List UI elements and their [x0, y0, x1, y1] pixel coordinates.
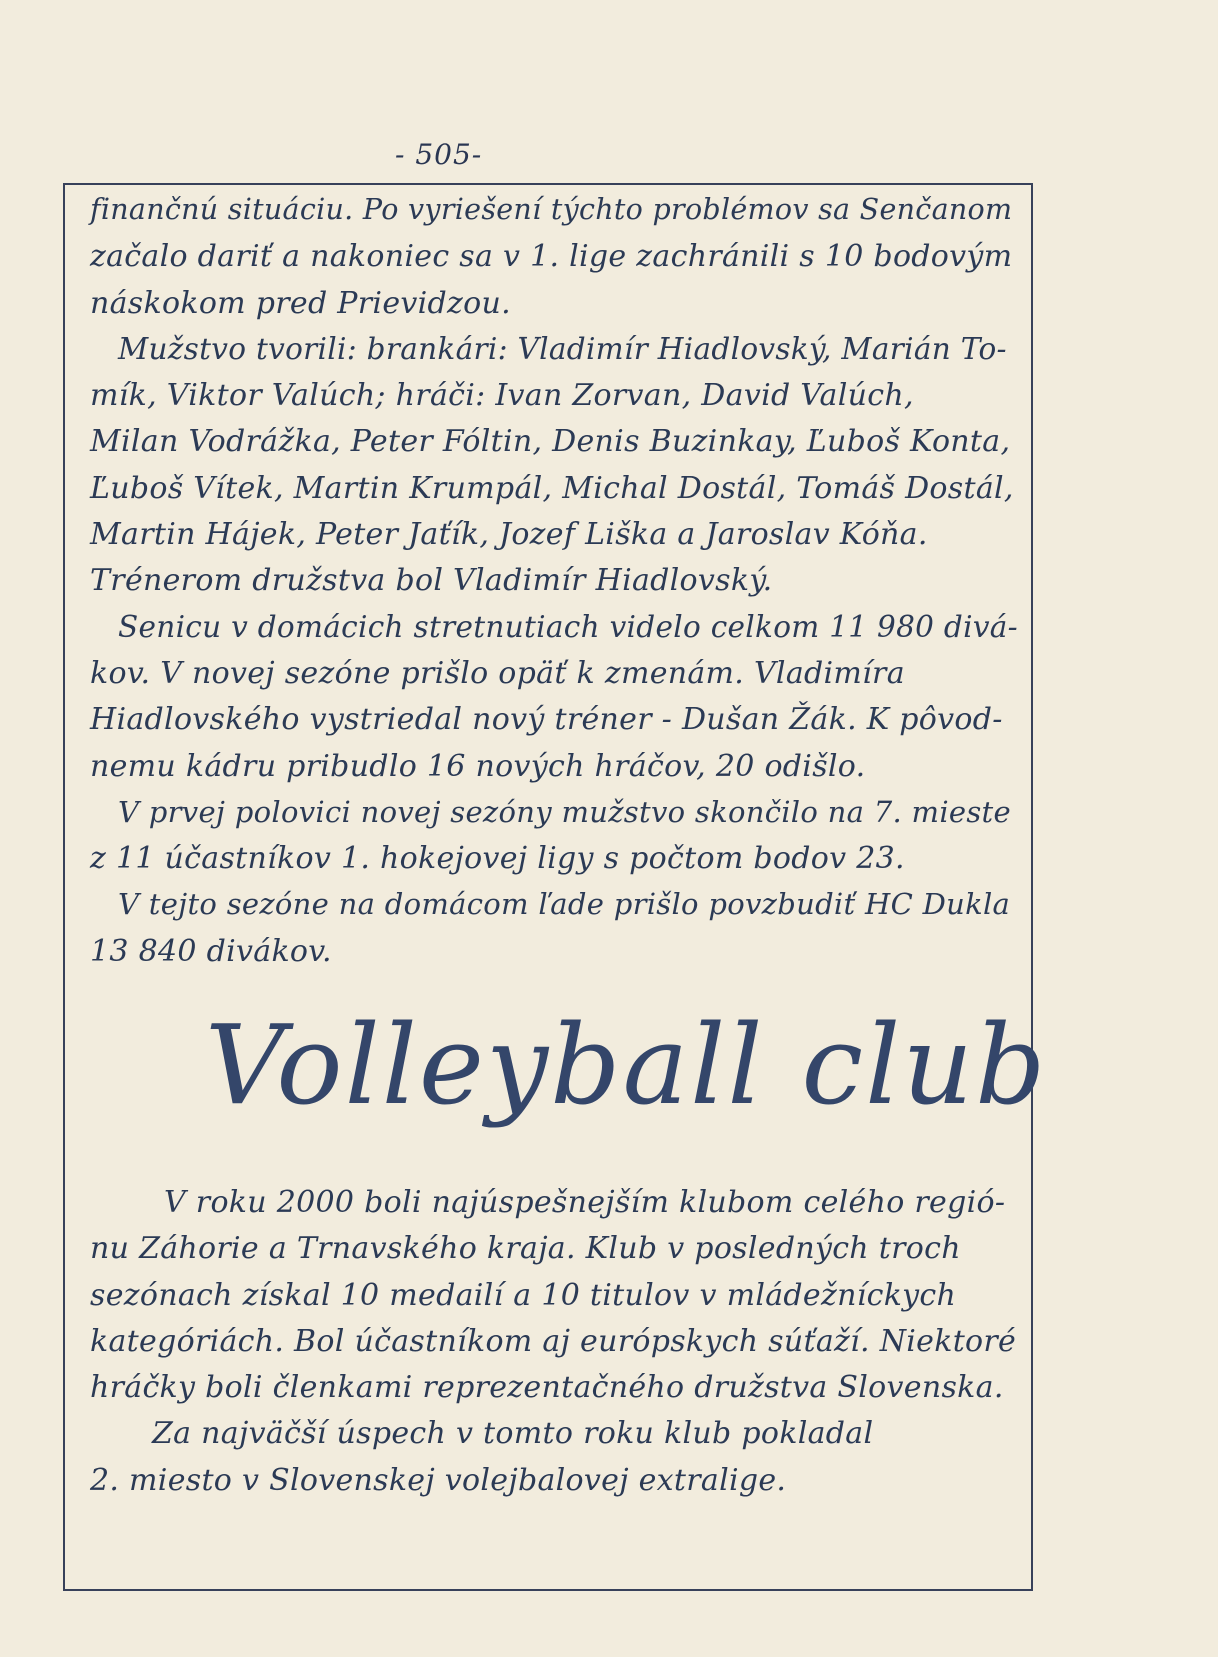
text-line: V prvej polovici novej sezóny mužstvo skončilo na 7. mieste	[118, 794, 1011, 829]
text-line: Milan Vodrážka, Peter Fóltin, Denis Buzinkay, Ľuboš Konta,	[90, 424, 1011, 460]
text-line: 13 840 divákov.	[90, 933, 332, 969]
text-line: 2. miesto v Slovenskej volejbalovej extralige.	[90, 1462, 787, 1498]
page-number: - 505-	[395, 138, 483, 171]
text-line: náskokom pred Prievidzou.	[90, 285, 511, 321]
hockey-text-block	[90, 193, 1020, 983]
text-line: Trénerom družstva bol Vladimír Hiadlovský.	[90, 563, 773, 599]
volleyball-text-block	[90, 1185, 1020, 1512]
text-line: V tejto sezóne na domácom ľade prišlo povzbudiť HC Dukla	[118, 887, 1011, 922]
text-line: Martin Hájek, Peter Jaťík, Jozef Liška a Jaroslav Kóňa.	[90, 517, 928, 553]
text-line: Hiadlovského vystriedal nový tréner - Dušan Žák. K pôvod-	[90, 702, 1003, 738]
text-line: Mužstvo tvorili: brankári: Vladimír Hiadlovský, Marián To-	[118, 331, 1007, 366]
text-line: nu Záhorie a Trnavského kraja. Klub v posledných troch	[90, 1231, 961, 1267]
text-line: kov. V novej sezóne prišlo opäť k zmenám. Vladimíra	[90, 655, 905, 691]
text-line: mík, Viktor Valúch; hráči: Ivan Zorvan, David Valúch,	[90, 378, 914, 414]
text-line: Ľuboš Vítek, Martin Krumpál, Michal Dostál, Tomáš Dostál,	[90, 470, 1014, 506]
text-line: nemu kádru pribudlo 16 nových hráčov, 20 odišlo.	[90, 748, 866, 784]
text-line: začalo dariť a nakoniec sa v 1. lige zachránili s 10 bodovým	[90, 239, 1013, 275]
text-line: finančnú situáciu. Po vyriešení týchto problémov sa Senčanom	[90, 193, 1013, 226]
section-title: Volleyball club	[205, 1001, 1048, 1129]
text-line: V roku 2000 boli najúspešnejším klubom celého regió-	[164, 1185, 1006, 1220]
text-line: z 11 účastníkov 1. hokejovej ligy s počtom bodov 23.	[90, 841, 905, 877]
text-line: hráčky boli členkami reprezentačného družstva Slovenska.	[90, 1370, 1004, 1406]
text-line: Senicu v domácich stretnutiach videlo celkom 11 980 divá-	[118, 609, 1018, 644]
text-line: Za najväčší úspech v tomto roku klub pokladal	[152, 1416, 874, 1452]
text-line: kategóriách. Bol účastníkom aj európskych súťaží. Niektoré	[90, 1323, 1017, 1359]
text-line: sezónach získal 10 medailí a 10 titulov v mládežníckych	[90, 1277, 957, 1313]
